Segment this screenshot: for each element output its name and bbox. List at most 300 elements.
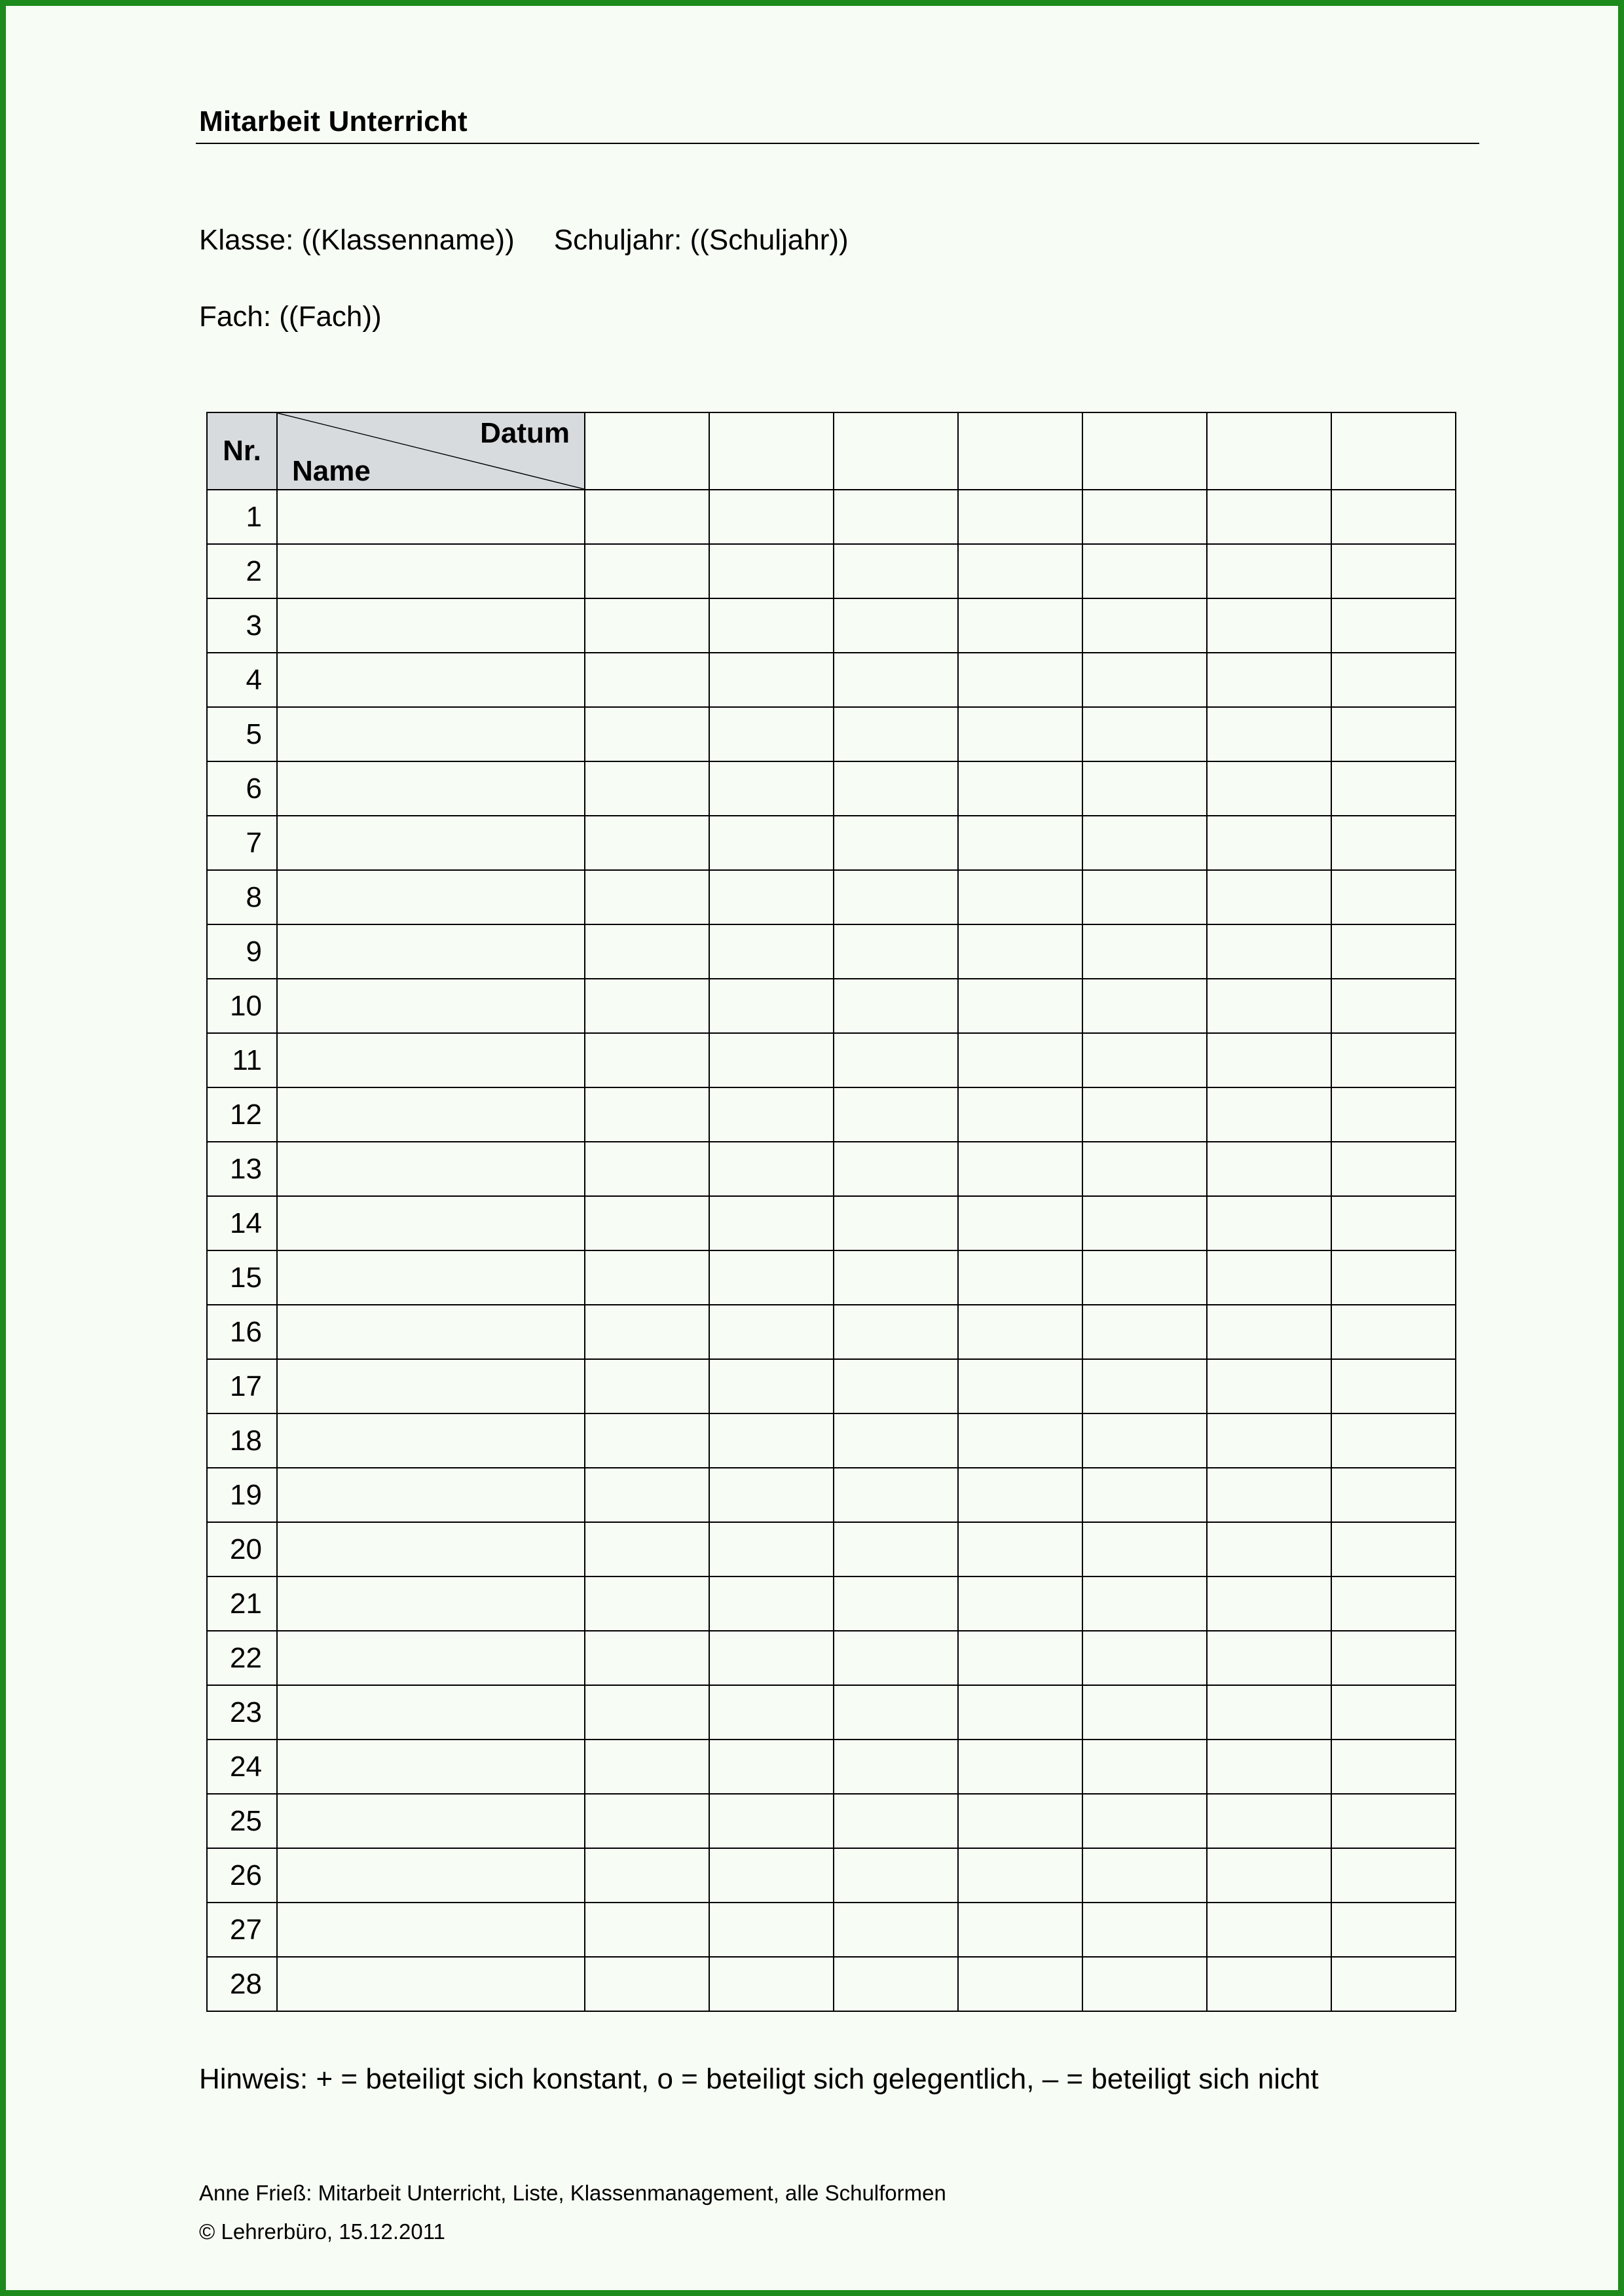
participation-cell[interactable]: [1082, 1903, 1207, 1957]
participation-cell[interactable]: [709, 816, 834, 870]
participation-cell[interactable]: [709, 490, 834, 544]
participation-cell[interactable]: [585, 1359, 709, 1413]
participation-cell[interactable]: [1331, 653, 1456, 707]
participation-cell[interactable]: [958, 544, 1082, 598]
participation-cell[interactable]: [834, 1631, 958, 1685]
row-number: 16: [207, 1305, 277, 1359]
date-header-cell[interactable]: [958, 412, 1082, 490]
participation-cell[interactable]: [1082, 979, 1207, 1033]
participation-cell[interactable]: [1331, 1359, 1456, 1413]
participation-cell[interactable]: [1207, 1957, 1331, 2011]
participation-cell[interactable]: [585, 598, 709, 653]
date-header-cell[interactable]: [709, 412, 834, 490]
participation-cell[interactable]: [1207, 1250, 1331, 1305]
participation-cell[interactable]: [709, 1576, 834, 1631]
participation-cell[interactable]: [585, 1305, 709, 1359]
participation-cell[interactable]: [585, 1631, 709, 1685]
student-name-cell[interactable]: [277, 1740, 585, 1794]
participation-cell[interactable]: [1331, 544, 1456, 598]
participation-cell[interactable]: [1331, 490, 1456, 544]
table-row: [207, 979, 1456, 1033]
row-number: 19: [207, 1468, 277, 1522]
participation-cell[interactable]: [1207, 1903, 1331, 1957]
participation-cell[interactable]: [834, 816, 958, 870]
participation-cell[interactable]: [1082, 761, 1207, 816]
participation-cell[interactable]: [585, 1576, 709, 1631]
row-number: 18: [207, 1413, 277, 1468]
klasse-field: Klasse: ((Klassenname)): [199, 224, 515, 256]
participation-cell[interactable]: [1331, 1468, 1456, 1522]
table-row: [207, 544, 1456, 598]
student-name-cell[interactable]: [277, 816, 585, 870]
table-row: [207, 707, 1456, 761]
participation-cell[interactable]: [834, 1522, 958, 1576]
participation-cell[interactable]: [1207, 870, 1331, 924]
table-row: [207, 1794, 1456, 1848]
student-name-cell[interactable]: [277, 490, 585, 544]
participation-cell[interactable]: [834, 979, 958, 1033]
participation-cell[interactable]: [1331, 1522, 1456, 1576]
participation-cell[interactable]: [958, 1957, 1082, 2011]
table-row: [207, 1685, 1456, 1740]
participation-cell[interactable]: [1082, 816, 1207, 870]
participation-cell[interactable]: [709, 1848, 834, 1903]
participation-cell[interactable]: [834, 1142, 958, 1196]
participation-cell[interactable]: [834, 598, 958, 653]
participation-cell[interactable]: [1331, 1033, 1456, 1087]
nr-header: Nr.: [207, 412, 277, 490]
participation-cell[interactable]: [834, 1250, 958, 1305]
participation-cell[interactable]: [1331, 979, 1456, 1033]
datum-name-header: [277, 412, 585, 490]
table-row: [207, 1196, 1456, 1250]
participation-cell[interactable]: [1331, 870, 1456, 924]
row-number: 8: [207, 870, 277, 924]
participation-cell[interactable]: [834, 1305, 958, 1359]
participation-cell[interactable]: [585, 544, 709, 598]
participation-cell[interactable]: [958, 490, 1082, 544]
student-name-cell[interactable]: [277, 1142, 585, 1196]
participation-cell[interactable]: [958, 1794, 1082, 1848]
student-name-cell[interactable]: [277, 1413, 585, 1468]
participation-cell[interactable]: [1331, 761, 1456, 816]
table-row: [207, 1576, 1456, 1631]
participation-cell[interactable]: [958, 1413, 1082, 1468]
participation-cell[interactable]: [1082, 1957, 1207, 2011]
participation-cell[interactable]: [1082, 653, 1207, 707]
table-row: [207, 1522, 1456, 1576]
participation-cell[interactable]: [709, 1522, 834, 1576]
student-name-cell[interactable]: [277, 761, 585, 816]
schuljahr-field: Schuljahr: ((Schuljahr)): [553, 224, 849, 256]
row-number: 5: [207, 707, 277, 761]
participation-table: [206, 412, 1456, 2012]
student-name-cell[interactable]: [277, 1631, 585, 1685]
row-number: 26: [207, 1848, 277, 1903]
row-number: 12: [207, 1087, 277, 1142]
participation-cell[interactable]: [585, 1848, 709, 1903]
participation-cell[interactable]: [709, 1631, 834, 1685]
table-row: [207, 1468, 1456, 1522]
participation-cell[interactable]: [709, 1196, 834, 1250]
participation-cell[interactable]: [834, 1957, 958, 2011]
participation-cell[interactable]: [834, 924, 958, 979]
table-row: [207, 1250, 1456, 1305]
row-number: 2: [207, 544, 277, 598]
table-row: [207, 1903, 1456, 1957]
participation-cell[interactable]: [709, 761, 834, 816]
participation-cell[interactable]: [958, 1305, 1082, 1359]
row-number: 13: [207, 1142, 277, 1196]
row-number: 28: [207, 1957, 277, 2011]
participation-cell[interactable]: [1082, 1359, 1207, 1413]
student-name-cell[interactable]: [277, 1522, 585, 1576]
student-name-cell[interactable]: [277, 979, 585, 1033]
participation-cell[interactable]: [958, 1033, 1082, 1087]
participation-cell[interactable]: [1331, 598, 1456, 653]
participation-cell[interactable]: [1331, 1142, 1456, 1196]
table-row: [207, 1087, 1456, 1142]
participation-cell[interactable]: [1207, 979, 1331, 1033]
student-name-cell[interactable]: [277, 1576, 585, 1631]
table-row: [207, 1631, 1456, 1685]
participation-cell[interactable]: [585, 653, 709, 707]
row-number: 24: [207, 1740, 277, 1794]
participation-cell[interactable]: [958, 1903, 1082, 1957]
participation-cell[interactable]: [1207, 1087, 1331, 1142]
participation-cell[interactable]: [1207, 707, 1331, 761]
participation-cell[interactable]: [709, 1413, 834, 1468]
row-number: 23: [207, 1685, 277, 1740]
participation-cell[interactable]: [1207, 1685, 1331, 1740]
participation-cell[interactable]: [1207, 1305, 1331, 1359]
title-divider: [196, 143, 1479, 144]
row-number: 15: [207, 1250, 277, 1305]
table-row: [207, 1033, 1456, 1087]
participation-cell[interactable]: [1082, 1087, 1207, 1142]
participation-cell[interactable]: [709, 1685, 834, 1740]
footer-author: Anne Frieß: Mitarbeit Unterricht, Liste, Klassenmanagement, alle Schulformen: [199, 2181, 946, 2205]
participation-cell[interactable]: [1331, 1631, 1456, 1685]
participation-cell[interactable]: [834, 1359, 958, 1413]
participation-cell[interactable]: [834, 1794, 958, 1848]
participation-cell[interactable]: [958, 761, 1082, 816]
table-row: [207, 1305, 1456, 1359]
table-row: [207, 924, 1456, 979]
participation-cell[interactable]: [834, 1087, 958, 1142]
participation-cell[interactable]: [1207, 1359, 1331, 1413]
participation-cell[interactable]: [958, 598, 1082, 653]
participation-cell[interactable]: [1207, 1848, 1331, 1903]
participation-cell[interactable]: [958, 816, 1082, 870]
participation-cell[interactable]: [958, 924, 1082, 979]
participation-cell[interactable]: [1207, 924, 1331, 979]
participation-cell[interactable]: [1082, 1522, 1207, 1576]
datum-header: Datum: [480, 417, 570, 449]
participation-cell[interactable]: [958, 1142, 1082, 1196]
participation-cell[interactable]: [958, 979, 1082, 1033]
participation-cell[interactable]: [834, 653, 958, 707]
participation-cell[interactable]: [834, 1196, 958, 1250]
table-row: [207, 490, 1456, 544]
participation-cell[interactable]: [585, 1413, 709, 1468]
participation-cell[interactable]: [1082, 924, 1207, 979]
student-name-cell[interactable]: [277, 1685, 585, 1740]
participation-cell[interactable]: [1207, 1794, 1331, 1848]
row-number: 1: [207, 490, 277, 544]
participation-cell[interactable]: [958, 1196, 1082, 1250]
participation-cell[interactable]: [958, 653, 1082, 707]
participation-cell[interactable]: [709, 544, 834, 598]
table-row: [207, 1740, 1456, 1794]
student-name-cell[interactable]: [277, 1305, 585, 1359]
participation-cell[interactable]: [709, 653, 834, 707]
participation-cell[interactable]: [958, 1685, 1082, 1740]
student-name-cell[interactable]: [277, 1794, 585, 1848]
student-name-cell[interactable]: [277, 1087, 585, 1142]
student-name-cell[interactable]: [277, 1196, 585, 1250]
participation-cell[interactable]: [1331, 1196, 1456, 1250]
participation-cell[interactable]: [1331, 1685, 1456, 1740]
participation-cell[interactable]: [585, 1685, 709, 1740]
table-row: [207, 1957, 1456, 2011]
participation-cell[interactable]: [709, 1087, 834, 1142]
row-number: 3: [207, 598, 277, 653]
student-name-cell[interactable]: [277, 1359, 585, 1413]
row-number: 21: [207, 1576, 277, 1631]
participation-cell[interactable]: [958, 1740, 1082, 1794]
student-name-cell[interactable]: [277, 1468, 585, 1522]
row-number: 11: [207, 1033, 277, 1087]
student-name-cell[interactable]: [277, 1957, 585, 2011]
participation-cell[interactable]: [585, 1087, 709, 1142]
participation-cell[interactable]: [585, 816, 709, 870]
participation-cell[interactable]: [709, 870, 834, 924]
participation-cell[interactable]: [834, 1685, 958, 1740]
participation-cell[interactable]: [834, 707, 958, 761]
participation-cell[interactable]: [709, 1957, 834, 2011]
participation-cell[interactable]: [1207, 1033, 1331, 1087]
participation-cell[interactable]: [585, 1794, 709, 1848]
participation-cell[interactable]: [1207, 1522, 1331, 1576]
participation-cell[interactable]: [585, 1468, 709, 1522]
participation-cell[interactable]: [585, 1740, 709, 1794]
table-row: [207, 1413, 1456, 1468]
participation-cell[interactable]: [1207, 598, 1331, 653]
participation-cell[interactable]: [1082, 490, 1207, 544]
student-name-cell[interactable]: [277, 924, 585, 979]
row-number: 22: [207, 1631, 277, 1685]
participation-cell[interactable]: [1207, 1468, 1331, 1522]
participation-cell[interactable]: [958, 1468, 1082, 1522]
participation-cell[interactable]: [585, 1522, 709, 1576]
participation-cell[interactable]: [1082, 1250, 1207, 1305]
participation-cell[interactable]: [958, 1848, 1082, 1903]
participation-cell[interactable]: [1082, 707, 1207, 761]
participation-cell[interactable]: [1331, 1957, 1456, 2011]
participation-cell[interactable]: [585, 1250, 709, 1305]
participation-cell[interactable]: [709, 1468, 834, 1522]
student-name-cell[interactable]: [277, 1250, 585, 1305]
participation-cell[interactable]: [585, 1957, 709, 2011]
participation-cell[interactable]: [834, 1903, 958, 1957]
participation-cell[interactable]: [585, 1142, 709, 1196]
participation-cell[interactable]: [834, 1033, 958, 1087]
participation-cell[interactable]: [585, 1196, 709, 1250]
participation-cell[interactable]: [958, 870, 1082, 924]
participation-cell[interactable]: [1082, 1468, 1207, 1522]
participation-cell[interactable]: [1082, 544, 1207, 598]
participation-cell[interactable]: [1331, 1413, 1456, 1468]
participation-cell[interactable]: [1082, 1305, 1207, 1359]
table-row: [207, 653, 1456, 707]
participation-cell[interactable]: [709, 1305, 834, 1359]
participation-cell[interactable]: [834, 1413, 958, 1468]
table-row: [207, 870, 1456, 924]
row-number: 7: [207, 816, 277, 870]
participation-cell[interactable]: [709, 1359, 834, 1413]
legend-note: Hinweis: + = beteiligt sich konstant, o = beteiligt sich gelegentlich, – = beteiligt sich nicht: [199, 2063, 1319, 2095]
participation-cell[interactable]: [585, 1033, 709, 1087]
row-number: 14: [207, 1196, 277, 1250]
participation-cell[interactable]: [1082, 1685, 1207, 1740]
participation-cell[interactable]: [1331, 1305, 1456, 1359]
participation-cell[interactable]: [709, 979, 834, 1033]
participation-cell[interactable]: [958, 1576, 1082, 1631]
participation-cell[interactable]: [1331, 816, 1456, 870]
student-name-cell[interactable]: [277, 1033, 585, 1087]
date-header-cell[interactable]: [585, 412, 709, 490]
table-row: [207, 1359, 1456, 1413]
participation-cell[interactable]: [709, 707, 834, 761]
participation-cell[interactable]: [1331, 1903, 1456, 1957]
participation-cell[interactable]: [834, 870, 958, 924]
participation-cell[interactable]: [1331, 1848, 1456, 1903]
participation-cell[interactable]: [958, 1522, 1082, 1576]
student-name-cell[interactable]: [277, 1848, 585, 1903]
participation-cell[interactable]: [1082, 1142, 1207, 1196]
participation-cell[interactable]: [585, 707, 709, 761]
row-number: 6: [207, 761, 277, 816]
participation-cell[interactable]: [1082, 1033, 1207, 1087]
participation-cell[interactable]: [709, 598, 834, 653]
participation-cell[interactable]: [958, 1359, 1082, 1413]
row-number: 9: [207, 924, 277, 979]
participation-cell[interactable]: [1207, 490, 1331, 544]
participation-cell[interactable]: [585, 761, 709, 816]
participation-cell[interactable]: [1207, 1142, 1331, 1196]
participation-cell[interactable]: [834, 1468, 958, 1522]
date-header-cell[interactable]: [1331, 412, 1456, 490]
participation-cell[interactable]: [1082, 1794, 1207, 1848]
student-name-cell[interactable]: [277, 707, 585, 761]
student-name-cell[interactable]: [277, 653, 585, 707]
participation-cell[interactable]: [1207, 1413, 1331, 1468]
participation-cell[interactable]: [1331, 1250, 1456, 1305]
participation-cell[interactable]: [709, 1903, 834, 1957]
participation-cell[interactable]: [1331, 1576, 1456, 1631]
participation-cell[interactable]: [1207, 1196, 1331, 1250]
date-header-cell[interactable]: [1207, 412, 1331, 490]
participation-cell[interactable]: [1207, 761, 1331, 816]
participation-cell[interactable]: [1082, 1576, 1207, 1631]
document-title: Mitarbeit Unterricht: [199, 105, 468, 137]
footer-copyright: © Lehrerbüro, 15.12.2011: [199, 2219, 445, 2244]
participation-cell[interactable]: [958, 1631, 1082, 1685]
row-number: 17: [207, 1359, 277, 1413]
name-header: Name: [292, 455, 371, 487]
row-number: 4: [207, 653, 277, 707]
participation-cell[interactable]: [1331, 1794, 1456, 1848]
row-number: 10: [207, 979, 277, 1033]
participation-cell[interactable]: [1082, 1848, 1207, 1903]
participation-cell[interactable]: [834, 761, 958, 816]
participation-cell[interactable]: [958, 1250, 1082, 1305]
row-number: 25: [207, 1794, 277, 1848]
participation-cell[interactable]: [1082, 1631, 1207, 1685]
participation-cell[interactable]: [1207, 653, 1331, 707]
participation-cell[interactable]: [1207, 1740, 1331, 1794]
table-row: [207, 1848, 1456, 1903]
participation-cell[interactable]: [834, 490, 958, 544]
participation-cell[interactable]: [709, 1794, 834, 1848]
table-row: [207, 598, 1456, 653]
participation-cell[interactable]: [709, 1033, 834, 1087]
participation-cell[interactable]: [1207, 544, 1331, 598]
participation-cell[interactable]: [1082, 1196, 1207, 1250]
participation-cell[interactable]: [834, 544, 958, 598]
participation-cell[interactable]: [709, 1740, 834, 1794]
participation-cell[interactable]: [585, 490, 709, 544]
participation-cell[interactable]: [1082, 870, 1207, 924]
student-name-cell[interactable]: [277, 870, 585, 924]
participation-cell[interactable]: [1207, 816, 1331, 870]
participation-cell[interactable]: [834, 1576, 958, 1631]
table-row: [207, 816, 1456, 870]
date-header-cell[interactable]: [1082, 412, 1207, 490]
participation-cell[interactable]: [709, 1142, 834, 1196]
date-header-cell[interactable]: [834, 412, 958, 490]
participation-cell[interactable]: [834, 1740, 958, 1794]
participation-cell[interactable]: [1082, 1740, 1207, 1794]
participation-cell[interactable]: [709, 924, 834, 979]
participation-cell[interactable]: [834, 1848, 958, 1903]
participation-cell[interactable]: [1082, 598, 1207, 653]
row-number: 20: [207, 1522, 277, 1576]
student-name-cell[interactable]: [277, 544, 585, 598]
fach-field: Fach: ((Fach)): [199, 301, 382, 333]
table-row: [207, 1142, 1456, 1196]
participation-cell[interactable]: [1207, 1576, 1331, 1631]
student-name-cell[interactable]: [277, 1903, 585, 1957]
participation-cell[interactable]: [958, 1087, 1082, 1142]
participation-cell[interactable]: [1082, 1413, 1207, 1468]
participation-cell[interactable]: [709, 1250, 834, 1305]
participation-cell[interactable]: [1207, 1631, 1331, 1685]
class-info-line: [199, 224, 849, 257]
participation-cell[interactable]: [1331, 1740, 1456, 1794]
student-name-cell[interactable]: [277, 598, 585, 653]
participation-cell[interactable]: [958, 707, 1082, 761]
participation-cell[interactable]: [585, 924, 709, 979]
participation-cell[interactable]: [1331, 1087, 1456, 1142]
participation-cell[interactable]: [1331, 924, 1456, 979]
participation-cell[interactable]: [1331, 707, 1456, 761]
participation-cell[interactable]: [585, 1903, 709, 1957]
participation-cell[interactable]: [585, 870, 709, 924]
participation-cell[interactable]: [585, 979, 709, 1033]
table-header-row: [207, 412, 1456, 490]
